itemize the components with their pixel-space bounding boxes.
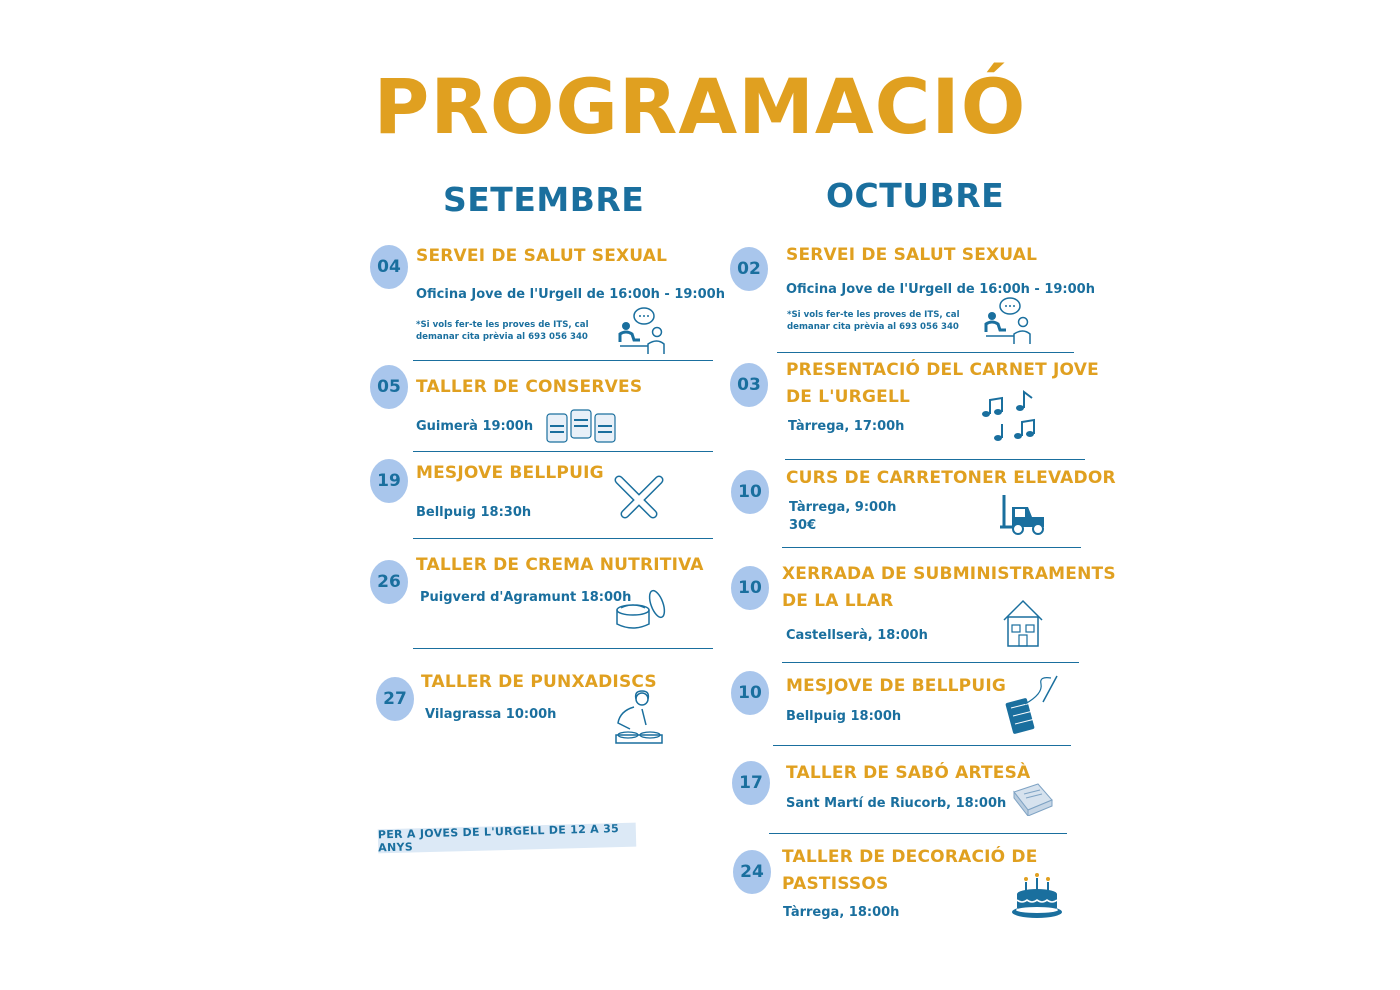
event-detail: Tàrrega, 18:00h (783, 905, 900, 920)
event-detail: Castellserà, 18:00h (786, 628, 928, 643)
event-title: TALLER DE CREMA NUTRITIVA (416, 555, 704, 575)
event-note: demanar cita prèvia al 693 056 340 (787, 322, 959, 332)
day-badge: 17 (732, 761, 770, 805)
event-detail: Vilagrassa 10:00h (425, 707, 557, 722)
day-badge: 10 (731, 470, 769, 514)
page-title: PROGRAMACIÓ (373, 62, 1027, 151)
music-notes-icon (980, 388, 1038, 444)
day-badge: 02 (730, 247, 768, 291)
soap-icon (1010, 780, 1054, 816)
thread-spool-icon (1003, 674, 1059, 736)
day-badge: 19 (370, 459, 408, 503)
day-badge: 24 (733, 850, 771, 894)
event-title: SERVEI DE SALUT SEXUAL (786, 245, 1038, 265)
event-detail: Sant Martí de Riucorb, 18:00h (786, 796, 1007, 811)
day-badge: 05 (370, 365, 408, 409)
separator (782, 547, 1081, 548)
event-title: TALLER DE CONSERVES (416, 377, 643, 397)
event-title: MESJOVE DE BELLPUIG (786, 676, 1007, 696)
day-badge: 26 (370, 560, 408, 604)
event-detail: Tàrrega, 17:00h (788, 419, 905, 434)
event-detail: Guimerà 19:00h (416, 419, 534, 434)
event-detail: Tàrrega, 9:00h (789, 500, 897, 515)
separator (773, 745, 1071, 746)
day-badge: 04 (370, 245, 408, 289)
event-title: SERVEI DE SALUT SEXUAL (416, 246, 668, 266)
event-title: CURS DE CARRETONER ELEVADOR (786, 468, 1116, 488)
forklift-icon (998, 493, 1050, 535)
audience-note: PER A JOVES DE L'URGELL DE 12 A 35 ANYS (378, 823, 637, 854)
day-badge: 10 (731, 566, 769, 610)
separator (769, 833, 1067, 834)
counseling-icon (618, 306, 668, 358)
separator (413, 451, 713, 452)
house-icon (1002, 598, 1044, 648)
counseling-icon (984, 296, 1034, 348)
separator (413, 648, 713, 649)
crossed-arms-icon (613, 474, 665, 520)
event-title: PASTISSOS (782, 874, 889, 894)
separator (777, 352, 1074, 353)
event-detail: Bellpuig 18:30h (416, 505, 532, 520)
event-detail: 30€ (789, 518, 817, 533)
jars-icon (545, 406, 617, 444)
cake-icon (1010, 872, 1064, 920)
event-note: *Si vols fer-te les proves de ITS, cal (787, 310, 960, 320)
event-detail: Bellpuig 18:00h (786, 709, 902, 724)
month-heading-octubre: OCTUBRE (826, 176, 1005, 215)
day-badge: 10 (731, 671, 769, 715)
separator (413, 538, 713, 539)
event-title: TALLER DE PUNXADISCS (421, 672, 657, 692)
event-title: PRESENTACIÓ DEL CARNET JOVE (786, 360, 1099, 380)
cream-jar-icon (613, 588, 667, 632)
event-title: DE LA LLAR (782, 591, 894, 611)
event-detail: Puigverd d'Agramunt 18:00h (420, 590, 632, 605)
event-detail: Oficina Jove de l'Urgell de 16:00h - 19:00h (786, 282, 1095, 297)
separator (782, 662, 1079, 663)
event-note: *Si vols fer-te les proves de ITS, cal (416, 320, 589, 330)
event-title: DE L'URGELL (786, 387, 911, 407)
dj-icon (612, 689, 666, 749)
event-note: demanar cita prèvia al 693 056 340 (416, 332, 588, 342)
event-detail: Oficina Jove de l'Urgell de 16:00h - 19:00h (416, 287, 725, 302)
event-title: TALLER DE DECORACIÓ DE (782, 847, 1038, 867)
event-title: MESJOVE BELLPUIG (416, 463, 604, 483)
separator (413, 360, 713, 361)
event-title: TALLER DE SABÓ ARTESÀ (786, 763, 1031, 783)
day-badge: 27 (376, 677, 414, 721)
event-title: XERRADA DE SUBMINISTRAMENTS (782, 564, 1116, 584)
separator (785, 459, 1085, 460)
month-heading-setembre: SETEMBRE (443, 180, 645, 219)
day-badge: 03 (730, 363, 768, 407)
